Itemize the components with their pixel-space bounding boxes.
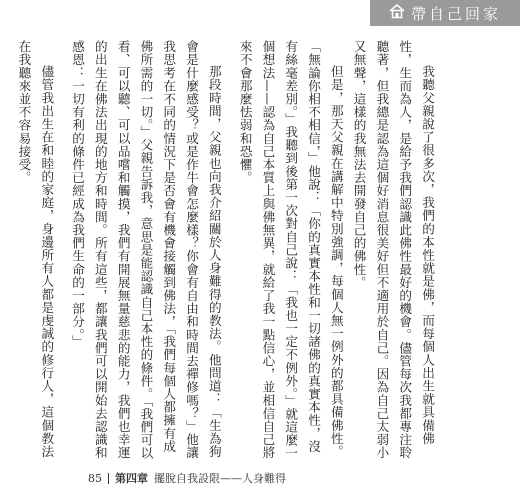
paragraph-1: 我聽父親說了很多次，我們的本性就是佛，而每個人出生就具備佛性，生而為人，是給予我們認識此佛性最好的機會。儘管每次我都專注聆聽著，但我總是認為這個好消息很美好但不適用於自己。因為自己太弱小又無聲，這樣的我無法去開發自己的佛性。 xyxy=(351,40,435,460)
page-body-text xyxy=(16,40,438,460)
book-title: 帶自己回家 xyxy=(410,4,501,23)
paragraph-4: 儘管我出生在和睦的家庭，身邊所有人都是虔誠的修行人，這個教法在我聽來並不容易接受。 xyxy=(16,40,55,459)
chapter-label: 第四章 xyxy=(115,472,148,485)
footer-divider xyxy=(108,473,109,484)
page-footer xyxy=(88,470,286,486)
paragraph-2: 但是，那天父親在講解中特別強調，每個人無一例外的都具備佛性。「無論你相不相信，」他說：「你的真實本性和一切諸佛的真實本性，沒有絲毫差別。」我聽到後第一次對自己說：「我也一定不例外。」就這麼一個想法——認為自己本質上與佛無異，就給了我一點信心，並相信自己將來不會那麼怯弱和恐懼。 xyxy=(237,40,344,460)
paragraph-3: 那段時間，父親也向我介紹關於人身難得的教法。他問道：「生為狗會是什麼感受？或是作牛會怎麼樣？你會有自由和時間去禪修嗎？」他讓我思考在不同的情況下是否會有機會接觸到佛法，「我們每個人都擁有成佛所需的一切。」父親告訴我，意思是能認識自己本性的條件。「我們可以看、可以聽、可以品嚐和觸摸，我們有開展無量慈悲的能力，我們也幸運的出生在佛法出現的地方和時間。所有這些，都讓我們可以開始去認識和感恩：一切有利的條件已經成為我們生命的一部分。」 xyxy=(70,40,222,460)
house-icon xyxy=(389,3,405,23)
page-number: 85 xyxy=(88,471,102,485)
chapter-title: 擺脫自我設限——人身難得 xyxy=(154,472,286,485)
running-header xyxy=(370,0,520,26)
